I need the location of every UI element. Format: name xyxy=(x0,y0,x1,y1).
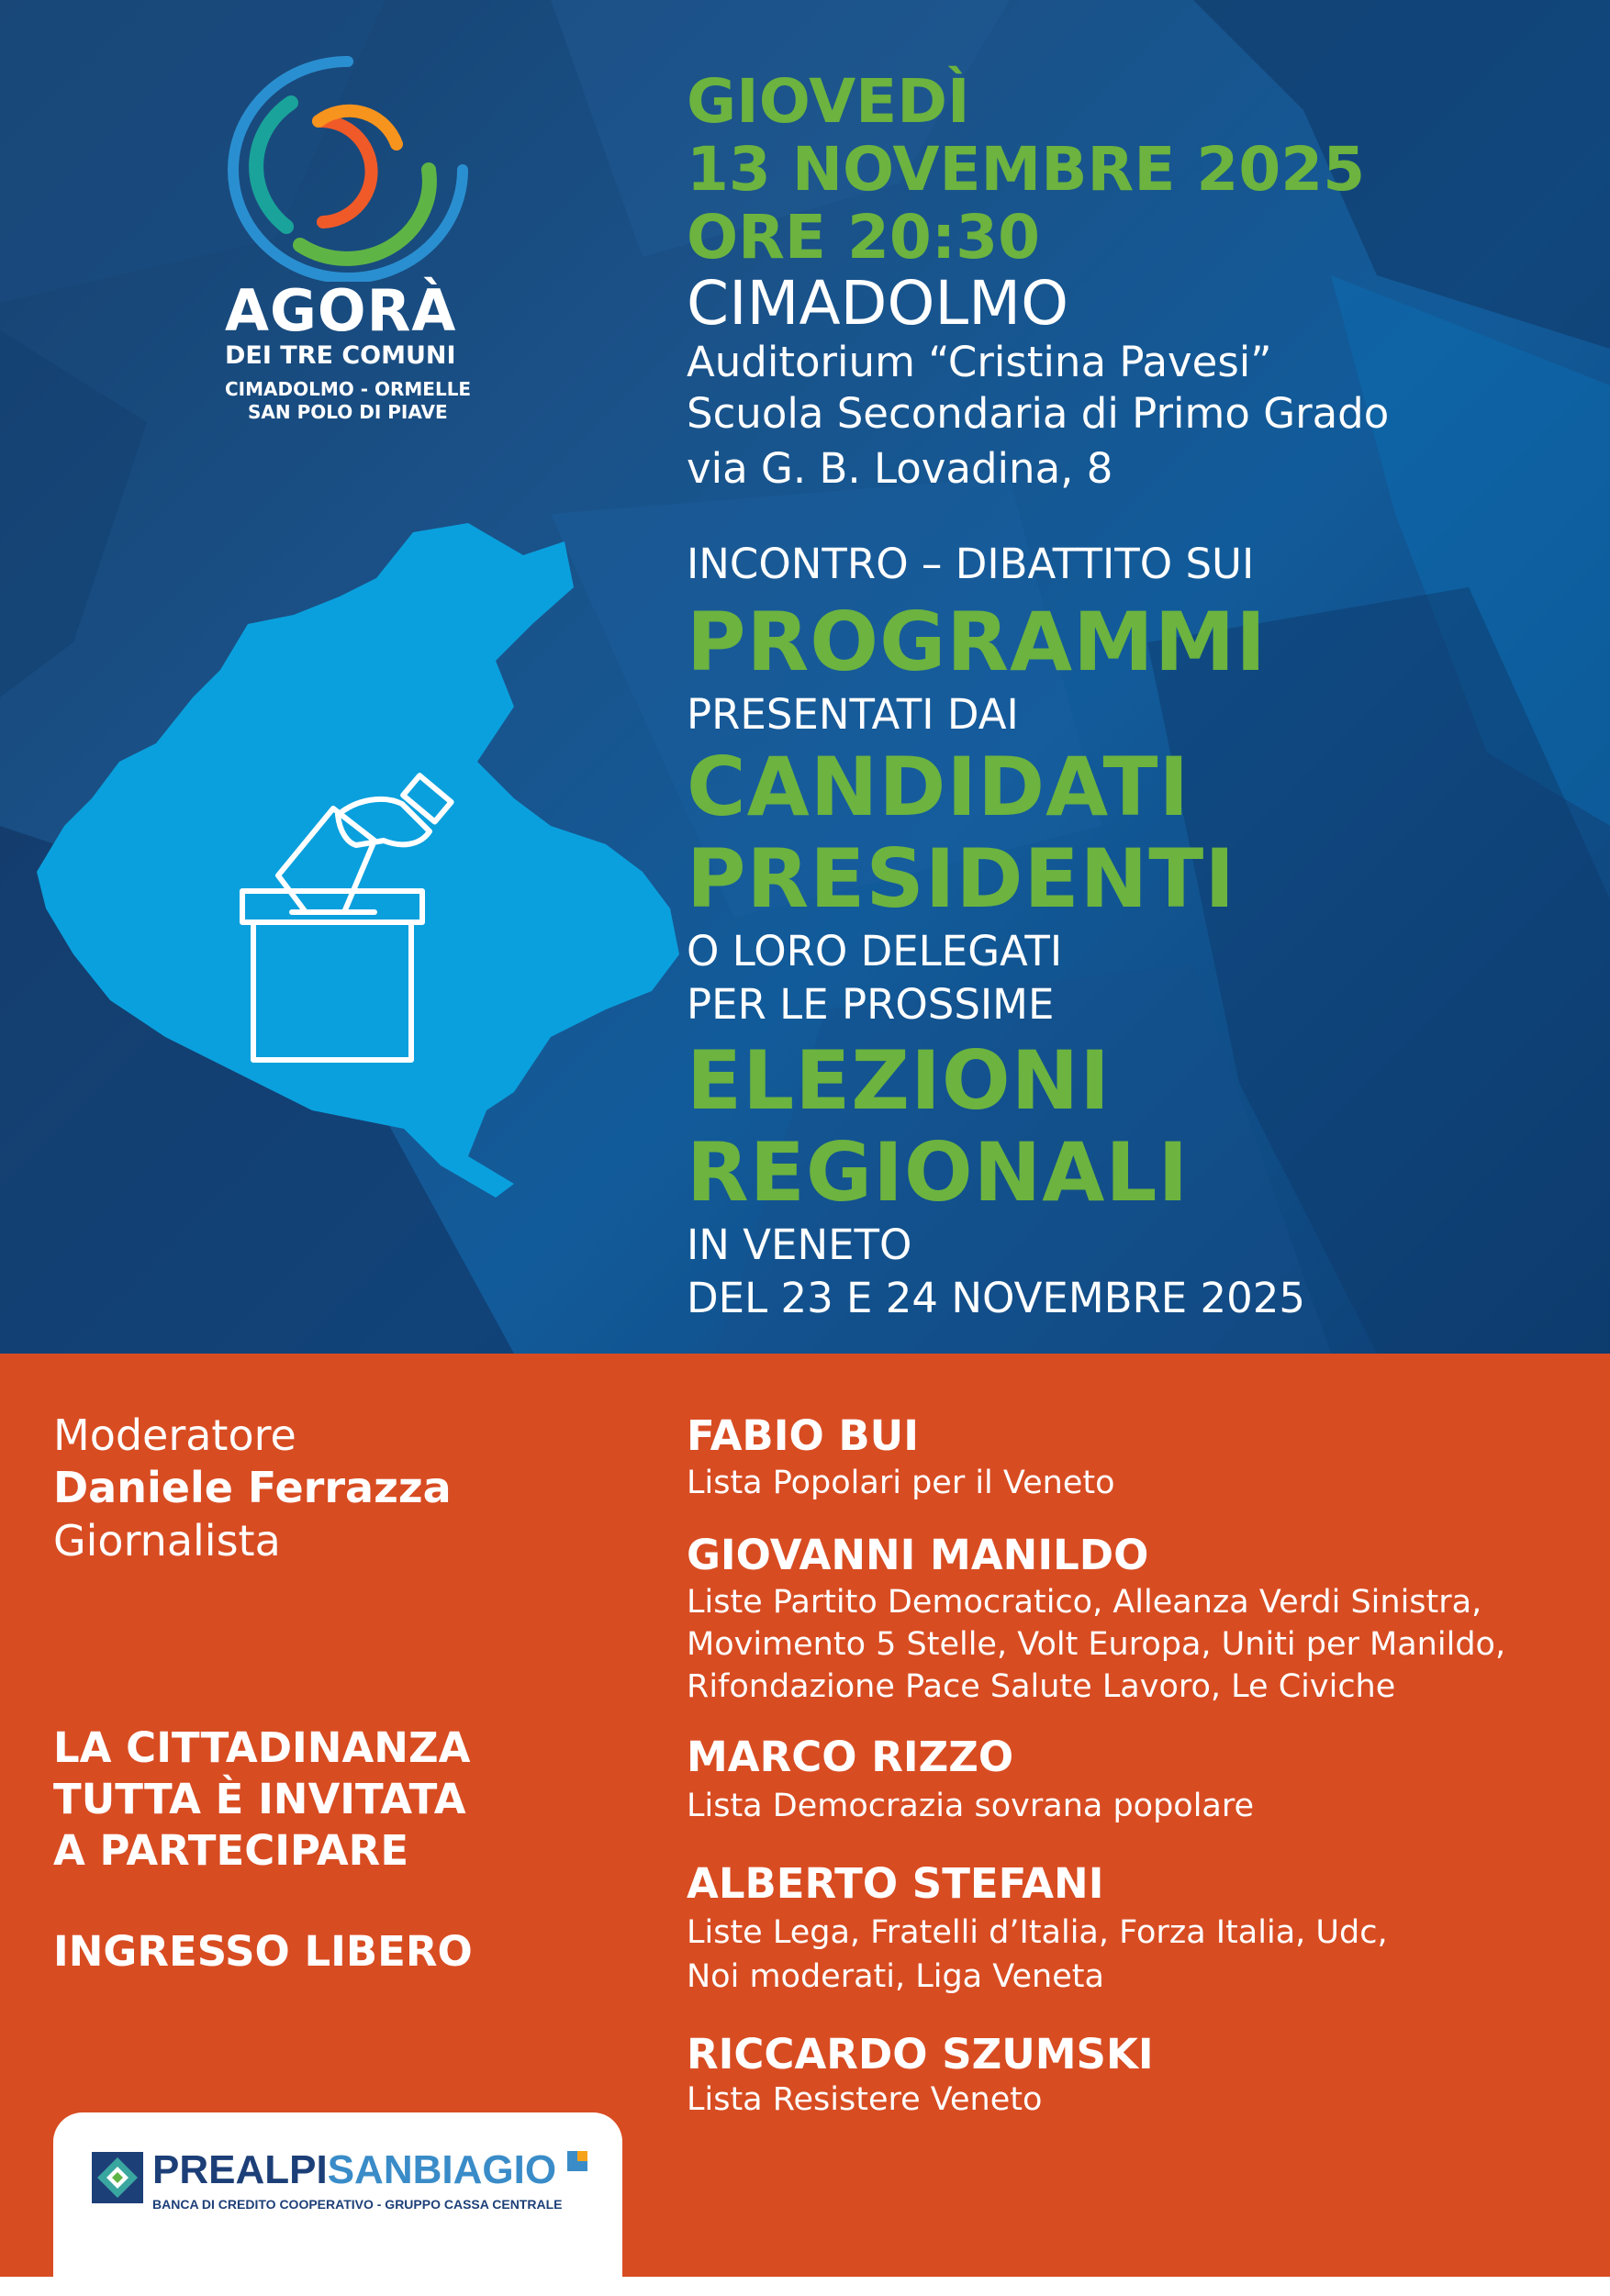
invite-line2: TUTTA È INVITATA xyxy=(53,1775,466,1823)
candidate-list: Movimento 5 Stelle, Volt Europa, Uniti per Manildo, xyxy=(687,1626,1506,1663)
headline-programmi: PROGRAMMI xyxy=(687,595,1268,689)
event-school: Scuola Secondaria di Primo Grado xyxy=(687,389,1390,438)
ballot-box-icon xyxy=(237,767,466,1070)
sponsor-tagline: BANCA DI CREDITO COOPERATIVO - GRUPPO CASSA CENTRALE xyxy=(152,2197,563,2212)
headline-prossime: PER LE PROSSIME xyxy=(687,980,1055,1029)
headline-elezioni: ELEZIONI xyxy=(687,1033,1112,1128)
candidate-list: Lista Resistere Veneto xyxy=(687,2081,1043,2118)
sponsor-name-a: PREALPI xyxy=(152,2147,328,2192)
moderator-name: Daniele Ferrazza xyxy=(53,1463,452,1512)
event-day: GIOVEDÌ xyxy=(687,66,970,137)
invite-line3: A PARTECIPARE xyxy=(53,1826,409,1875)
logo-title: AGORÀ xyxy=(225,277,457,344)
headline-delegati: O LORO DELEGATI xyxy=(687,927,1063,975)
sponsor-name-b: SANBIAGIO xyxy=(327,2147,557,2192)
logo-towns-line2: SAN POLO DI PIAVE xyxy=(248,401,448,423)
sponsor-card xyxy=(53,2112,622,2296)
candidate-name: MARCO RIZZO xyxy=(687,1733,1014,1781)
event-date: 13 NOVEMBRE 2025 xyxy=(687,134,1366,205)
candidate-list: Liste Lega, Fratelli d’Italia, Forza Italia, Udc, xyxy=(687,1914,1388,1951)
headline-presentati: PRESENTATI DAI xyxy=(687,690,1019,739)
headline-regionali: REGIONALI xyxy=(687,1125,1190,1220)
candidate-name: GIOVANNI MANILDO xyxy=(687,1531,1149,1579)
event-venue: Auditorium “Cristina Pavesi” xyxy=(687,338,1272,386)
invite-line1: LA CITTADINANZA xyxy=(53,1723,471,1772)
candidate-list: Noi moderati, Liga Veneta xyxy=(687,1958,1104,1995)
candidate-list: Lista Popolari per il Veneto xyxy=(687,1465,1115,1501)
candidate-list: Lista Democrazia sovrana popolare xyxy=(687,1788,1255,1824)
event-address: via G. B. Lovadina, 8 xyxy=(687,444,1113,493)
prealpi-diamond-logo-icon xyxy=(92,2152,143,2203)
headline-intro: INCONTRO – DIBATTITO SUI xyxy=(687,540,1255,588)
candidate-name: RICCARDO SZUMSKI xyxy=(687,2030,1154,2079)
candidate-name: ALBERTO STEFANI xyxy=(687,1859,1104,1908)
event-town: CIMADOLMO xyxy=(687,268,1069,339)
headline-presidenti: PRESIDENTI xyxy=(687,831,1236,926)
logo-towns-line1: CIMADOLMO - ORMELLE xyxy=(225,378,472,400)
sponsor-name xyxy=(152,2147,556,2193)
candidate-name: FABIO BUI xyxy=(687,1411,919,1460)
logo-subtitle: DEI TRE COMUNI xyxy=(225,341,456,370)
candidate-list: Liste Partito Democratico, Alleanza Verdi Sinistra, xyxy=(687,1584,1482,1621)
free-entry: INGRESSO LIBERO xyxy=(53,1927,473,1976)
event-time: ORE 20:30 xyxy=(687,202,1041,273)
candidate-list: Rifondazione Pace Salute Lavoro, Le Civiche xyxy=(687,1668,1396,1705)
headline-veneto: IN VENETO xyxy=(687,1220,912,1269)
moderator-job: Giornalista xyxy=(53,1516,281,1566)
sponsor-square-icon xyxy=(567,2151,587,2171)
headline-candidati: CANDIDATI xyxy=(687,740,1191,834)
moderator-role: Moderatore xyxy=(53,1410,296,1460)
agora-ring-logo xyxy=(222,52,475,282)
headline-dates: DEL 23 E 24 NOVEMBRE 2025 xyxy=(687,1274,1306,1322)
